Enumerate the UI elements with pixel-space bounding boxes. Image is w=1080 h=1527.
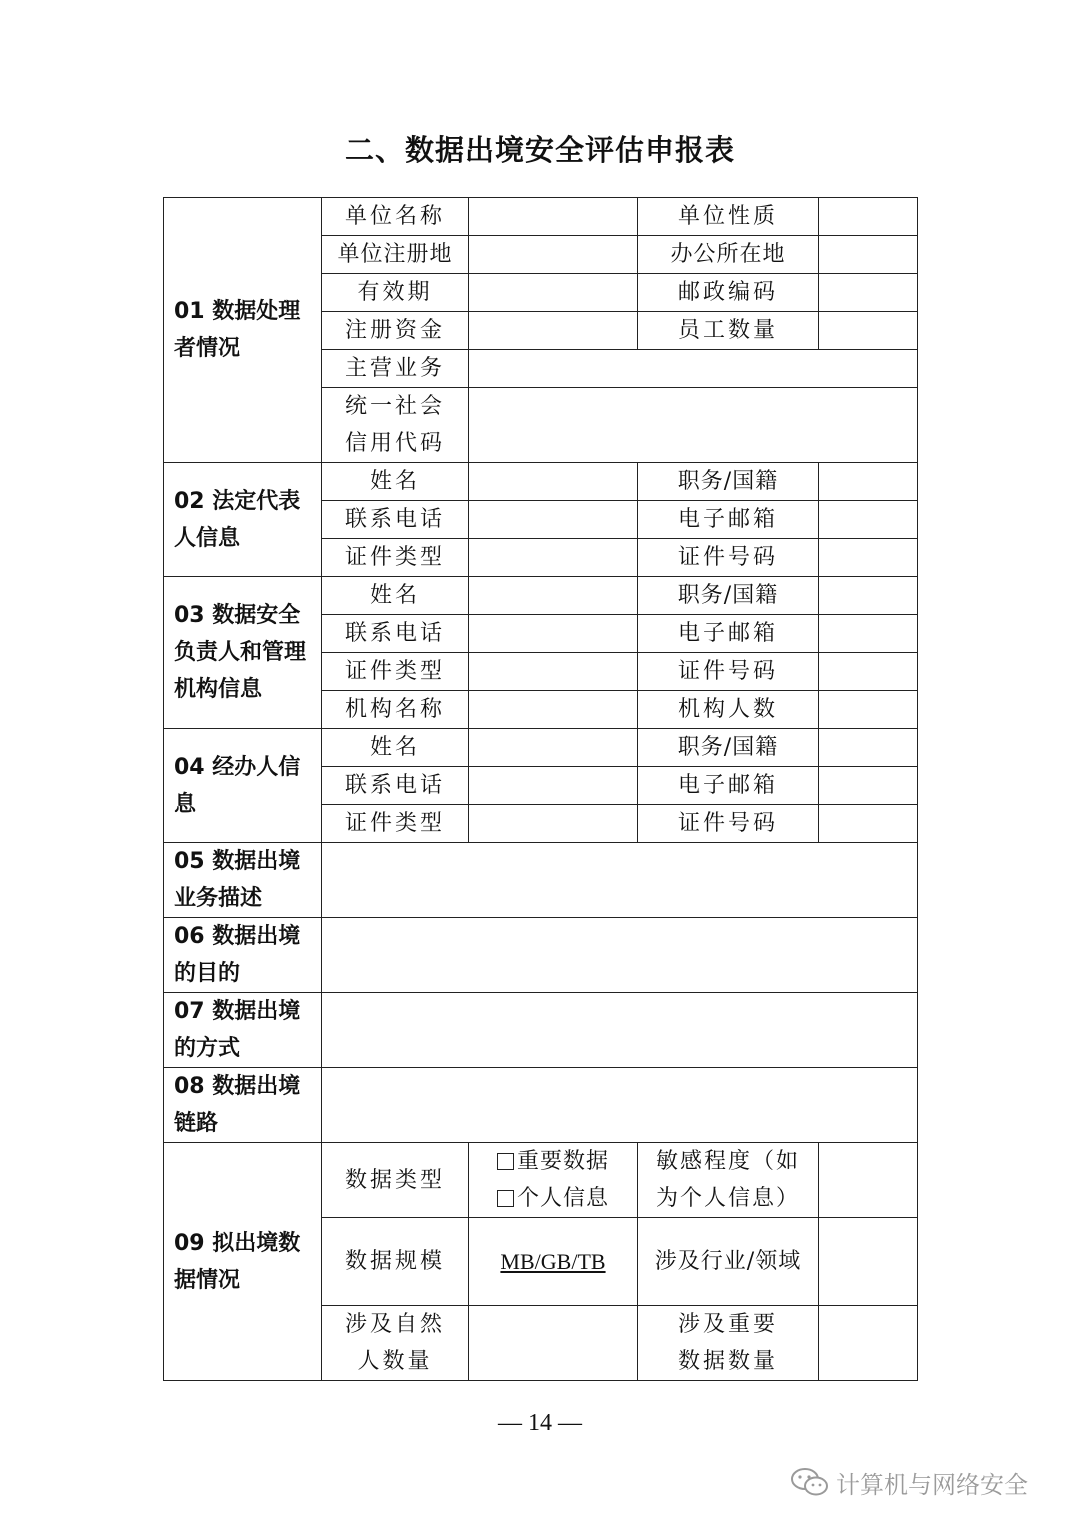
unit-nature-label: 单位性质 <box>638 198 819 236</box>
office-place-label: 办公所在地 <box>638 236 819 274</box>
handler-id-number-label: 证件号码 <box>638 805 819 843</box>
section-08-heading: 08 数据出境链路 <box>164 1068 322 1143</box>
watermark-text: 计算机与网络安全 <box>836 1470 1028 1499</box>
export-purpose-field[interactable] <box>322 918 918 993</box>
handler-title-label: 职务/国籍 <box>638 729 819 767</box>
credit-code-field[interactable] <box>469 388 918 463</box>
data-scale-unit[interactable]: MB/GB/TB <box>469 1218 638 1306</box>
security-officer-id-number-label: 证件号码 <box>638 653 819 691</box>
page-number: — 14 — <box>498 1410 582 1436</box>
legal-rep-name-field[interactable] <box>469 463 638 501</box>
handler-name-field[interactable] <box>469 729 638 767</box>
postcode-label: 邮政编码 <box>638 274 819 312</box>
wechat-icon <box>790 1467 830 1497</box>
main-business-field[interactable] <box>469 350 918 388</box>
legal-rep-id-type-label: 证件类型 <box>322 539 469 577</box>
main-business-label: 主营业务 <box>322 350 469 388</box>
handler-email-label: 电子邮箱 <box>638 767 819 805</box>
validity-field[interactable] <box>469 274 638 312</box>
reg-place-label: 单位注册地 <box>322 236 469 274</box>
natural-persons-label: 涉及自然人数量 <box>322 1306 469 1381</box>
unit-name-field[interactable] <box>469 198 638 236</box>
org-size-label: 机构人数 <box>638 691 819 729</box>
security-officer-email-field[interactable] <box>819 615 918 653</box>
legal-rep-email-label: 电子邮箱 <box>638 501 819 539</box>
watermark <box>790 1462 1028 1502</box>
declaration-form-table <box>163 197 918 1381</box>
data-type-label: 数据类型 <box>322 1143 469 1218</box>
data-scale-label: 数据规模 <box>322 1218 469 1306</box>
security-officer-phone-label: 联系电话 <box>322 615 469 653</box>
personal-info-option[interactable] <box>469 1180 637 1217</box>
sensitivity-label: 敏感程度（如为个人信息） <box>638 1143 819 1218</box>
unit-name-label: 单位名称 <box>322 198 469 236</box>
section-05-heading: 05 数据出境业务描述 <box>164 843 322 918</box>
section-03-heading: 03 数据安全负责人和管理机构信息 <box>164 577 322 729</box>
handler-title-field[interactable] <box>819 729 918 767</box>
legal-rep-id-number-field[interactable] <box>819 539 918 577</box>
security-officer-email-label: 电子邮箱 <box>638 615 819 653</box>
section-06-heading: 06 数据出境的目的 <box>164 918 322 993</box>
security-officer-id-number-field[interactable] <box>819 653 918 691</box>
security-officer-id-type-label: 证件类型 <box>322 653 469 691</box>
section-07-heading: 07 数据出境的方式 <box>164 993 322 1068</box>
personal-info-label: 个人信息 <box>516 1186 609 1211</box>
export-link-field[interactable] <box>322 1068 918 1143</box>
security-officer-phone-field[interactable] <box>469 615 638 653</box>
important-count-label: 涉及重要数据数量 <box>638 1306 819 1381</box>
section-04-heading: 04 经办人信息 <box>164 729 322 843</box>
staff-count-field[interactable] <box>819 312 918 350</box>
org-name-field[interactable] <box>469 691 638 729</box>
legal-rep-id-type-field[interactable] <box>469 539 638 577</box>
handler-id-number-field[interactable] <box>819 805 918 843</box>
org-name-label: 机构名称 <box>322 691 469 729</box>
industry-field[interactable] <box>819 1218 918 1306</box>
section-09-heading: 09 拟出境数据情况 <box>164 1143 322 1381</box>
legal-rep-id-number-label: 证件号码 <box>638 539 819 577</box>
important-data-option[interactable] <box>469 1143 637 1180</box>
legal-rep-phone-field[interactable] <box>469 501 638 539</box>
credit-code-label: 统一社会信用代码 <box>322 388 469 463</box>
reg-capital-field[interactable] <box>469 312 638 350</box>
section-02-heading: 02 法定代表人信息 <box>164 463 322 577</box>
legal-rep-title-field[interactable] <box>819 463 918 501</box>
business-description-field[interactable] <box>322 843 918 918</box>
security-officer-title-field[interactable] <box>819 577 918 615</box>
data-type-options <box>469 1143 638 1218</box>
validity-label: 有效期 <box>322 274 469 312</box>
page-title: 二、数据出境安全评估申报表 <box>344 133 735 167</box>
reg-capital-label: 注册资金 <box>322 312 469 350</box>
export-method-field[interactable] <box>322 993 918 1068</box>
handler-id-type-field[interactable] <box>469 805 638 843</box>
checkbox-important-data[interactable] <box>497 1153 514 1170</box>
sensitivity-field[interactable] <box>819 1143 918 1218</box>
security-officer-name-label: 姓名 <box>322 577 469 615</box>
unit-nature-field[interactable] <box>819 198 918 236</box>
security-officer-name-field[interactable] <box>469 577 638 615</box>
handler-id-type-label: 证件类型 <box>322 805 469 843</box>
handler-phone-label: 联系电话 <box>322 767 469 805</box>
important-count-field[interactable] <box>819 1306 918 1381</box>
natural-persons-field[interactable] <box>469 1306 638 1381</box>
postcode-field[interactable] <box>819 274 918 312</box>
legal-rep-phone-label: 联系电话 <box>322 501 469 539</box>
handler-email-field[interactable] <box>819 767 918 805</box>
security-officer-id-type-field[interactable] <box>469 653 638 691</box>
section-01-heading: 01 数据处理者情况 <box>164 198 322 463</box>
reg-place-field[interactable] <box>469 236 638 274</box>
legal-rep-title-label: 职务/国籍 <box>638 463 819 501</box>
legal-rep-name-label: 姓名 <box>322 463 469 501</box>
legal-rep-email-field[interactable] <box>819 501 918 539</box>
handler-name-label: 姓名 <box>322 729 469 767</box>
important-data-label: 重要数据 <box>516 1149 609 1174</box>
checkbox-personal-info[interactable] <box>497 1190 514 1207</box>
office-place-field[interactable] <box>819 236 918 274</box>
handler-phone-field[interactable] <box>469 767 638 805</box>
org-size-field[interactable] <box>819 691 918 729</box>
staff-count-label: 员工数量 <box>638 312 819 350</box>
industry-label: 涉及行业/领域 <box>638 1218 819 1306</box>
security-officer-title-label: 职务/国籍 <box>638 577 819 615</box>
